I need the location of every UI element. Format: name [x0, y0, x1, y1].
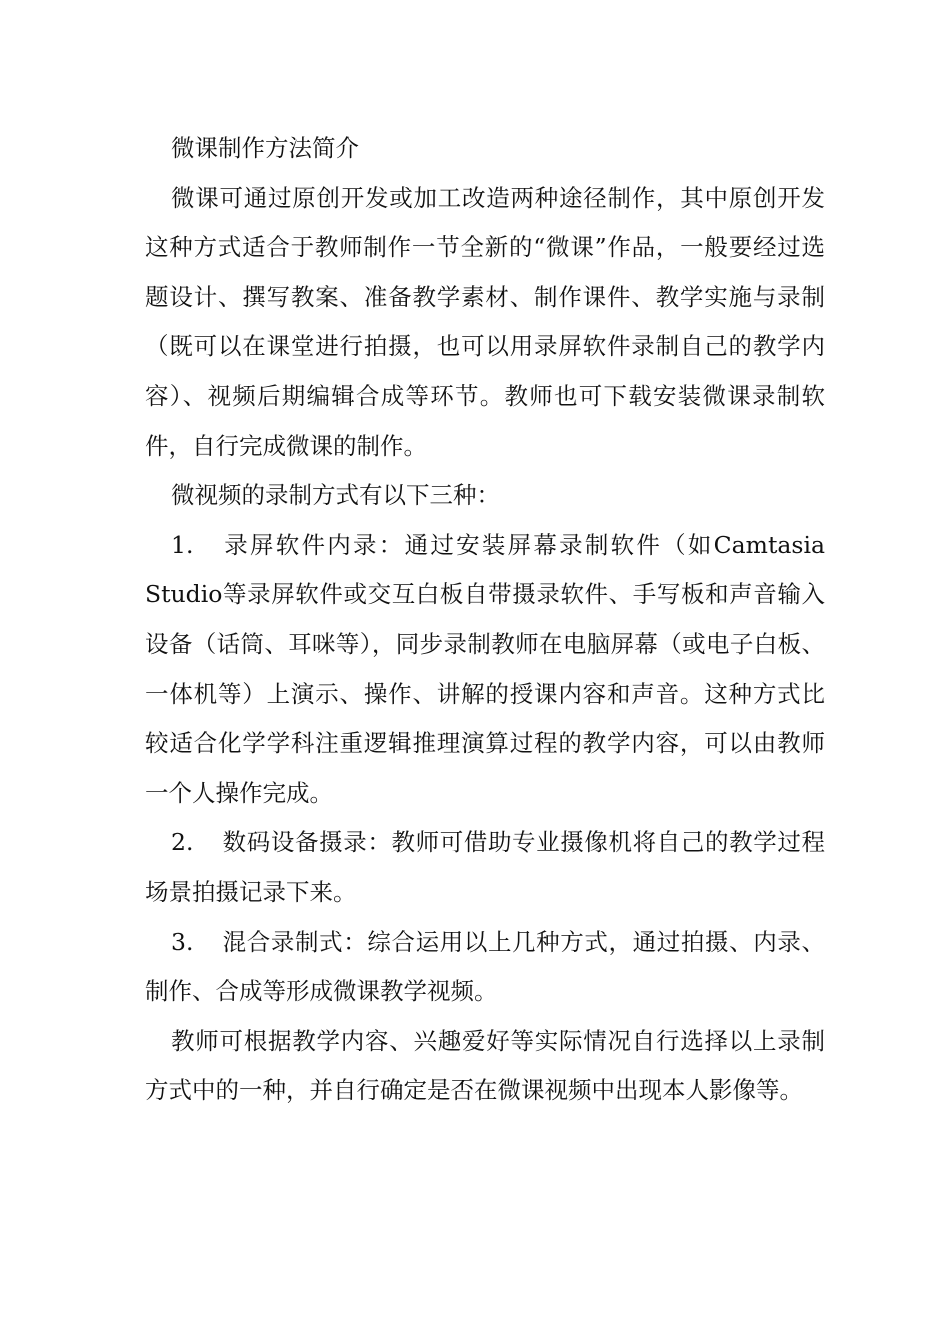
method-number: 2. [171, 828, 194, 857]
closing-paragraph: 教师可根据教学内容、兴趣爱好等实际情况自行选择以上录制方式中的一种，并自行确定是否在微课视频中出现本人影像等。 [145, 1026, 825, 1105]
intro-paragraph: 微课可通过原创开发或加工改造两种途径制作，其中原创开发这种方式适合于教师制作一节全新的“微课”作品，一般要经过选题设计、撰写教案、准备教学素材、制作课件、教学实施与录制（既可以在课堂进行拍摄，也可以用录屏软件录制自己的教学内容）、视频后期编辑合成等环节。教师也可下载安装微课录制软件，自行完成微课的制作。 [145, 183, 825, 460]
method-item-2 [145, 818, 825, 917]
method-item-3 [145, 918, 825, 1017]
method-number: 1. [171, 530, 194, 559]
method-number: 3. [171, 927, 194, 956]
method-text: 混合录制式：综合运用以上几种方式，通过拍摄、内录、制作、合成等形成微课教学视频。 [145, 927, 825, 1006]
document-body [145, 124, 825, 1116]
method-item-1 [145, 521, 825, 819]
document-title: 微课制作方法简介 [171, 134, 359, 162]
method-text: 数码设备摄录：教师可借助专业摄像机将自己的教学过程场景拍摄记录下来。 [145, 828, 825, 906]
method-text: 录屏软件内录：通过安装屏幕录制软件（如Camtasia Studio等录屏软件或交互白板自带摄录软件、手写板和声音输入设备（话筒、耳咪等），同步录制教师在电脑屏幕（或电子白板、一体机等）上演示、操作、讲解的授课内容和声音。这种方式比较适合化学学科注重逻辑推理演算过程的教学内容，可以由教师一个人操作完成。 [145, 530, 825, 807]
methods-lead-paragraph: 微视频的录制方式有以下三种： [171, 481, 500, 510]
